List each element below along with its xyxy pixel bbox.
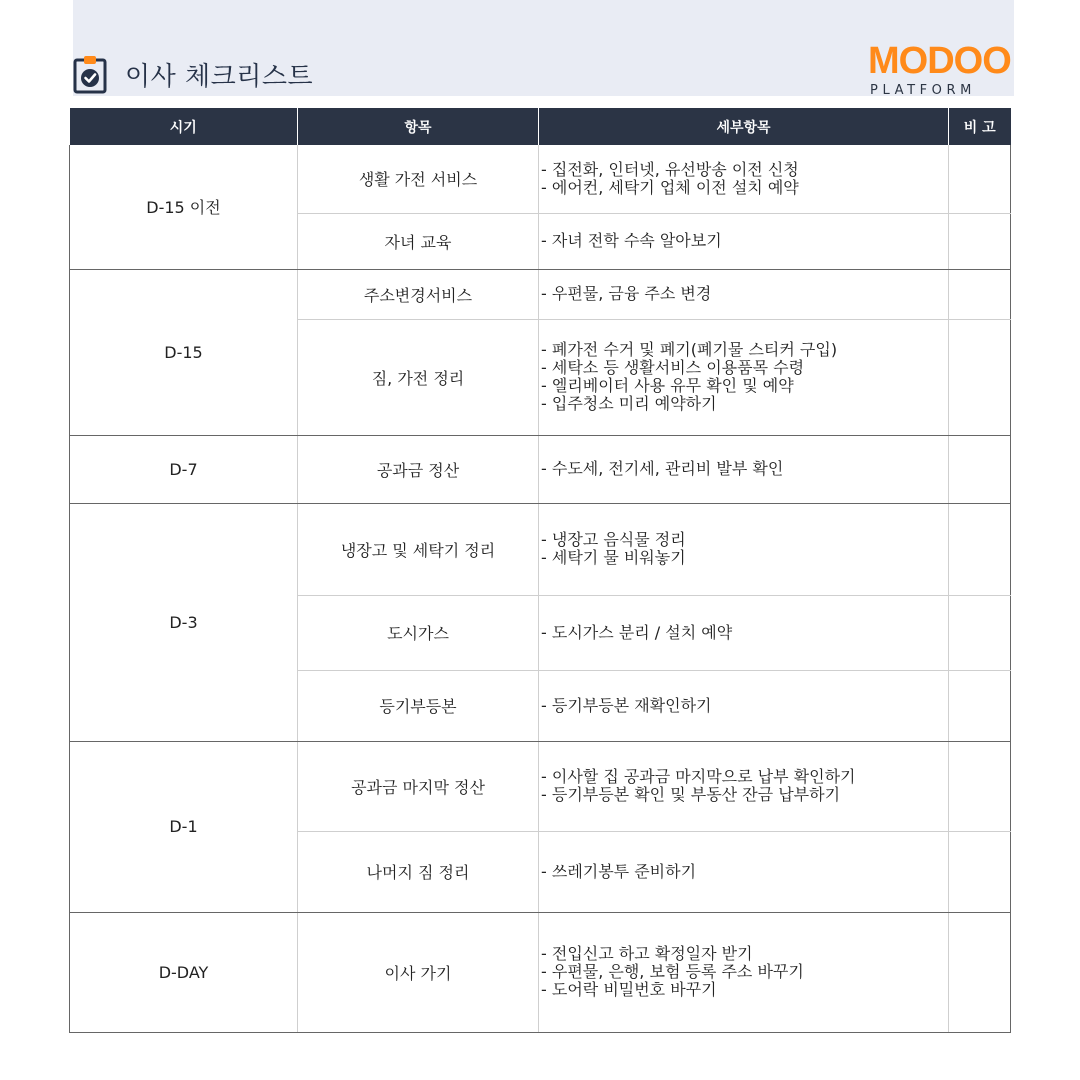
detail-cell — [539, 595, 949, 670]
detail-cell — [539, 670, 949, 741]
note-cell — [949, 912, 1011, 1032]
detail-line: - 도어락 비밀번호 바꾸기 — [541, 980, 717, 999]
table-row — [70, 741, 1011, 831]
item-cell: 냉장고 및 세탁기 정리 — [298, 503, 539, 595]
detail-line: - 집전화, 인터넷, 유선방송 이전 신청 — [541, 159, 799, 179]
note-cell — [949, 670, 1011, 741]
detail-line: - 폐가전 수거 및 폐기(폐기물 스티커 구입) — [541, 340, 838, 359]
detail-line: - 등기부등본 확인 및 부동산 잔금 납부하기 — [541, 785, 841, 804]
note-cell — [949, 741, 1011, 831]
item-cell: 나머지 짐 정리 — [298, 831, 539, 912]
detail-line: - 냉장고 음식물 정리 — [541, 530, 686, 549]
detail-line: - 엘리베이터 사용 유무 확인 및 예약 — [541, 376, 794, 395]
detail-cell — [539, 269, 949, 319]
logo-subtitle: PLATFORM — [870, 83, 976, 98]
period-cell: D-DAY — [70, 912, 298, 1032]
note-cell — [949, 595, 1011, 670]
table-row — [70, 269, 1011, 319]
table-row — [70, 912, 1011, 1032]
note-cell — [949, 145, 1011, 213]
column-header-item: 항목 — [298, 108, 539, 145]
page-title: 이사 체크리스트 — [125, 61, 314, 92]
item-cell: 자녀 교육 — [298, 213, 539, 269]
detail-cell — [539, 319, 949, 435]
clipboard-check-icon — [73, 54, 107, 94]
modoo-platform-logo — [868, 42, 1014, 98]
moving-checklist-table — [69, 108, 1011, 1033]
detail-cell — [539, 831, 949, 912]
column-header-detail: 세부항목 — [539, 108, 949, 145]
detail-cell — [539, 912, 949, 1032]
detail-line: - 세탁소 등 생활서비스 이용품목 수령 — [541, 358, 805, 377]
detail-cell — [539, 435, 949, 503]
note-cell — [949, 213, 1011, 269]
item-cell: 공과금 정산 — [298, 435, 539, 503]
item-cell: 생활 가전 서비스 — [298, 145, 539, 213]
note-cell — [949, 831, 1011, 912]
period-cell: D-15 — [70, 269, 298, 435]
item-cell: 짐, 가전 정리 — [298, 319, 539, 435]
detail-line: - 도시가스 분리 / 설치 예약 — [541, 622, 733, 642]
note-cell — [949, 435, 1011, 503]
detail-cell — [539, 741, 949, 831]
table-row — [70, 435, 1011, 503]
detail-line: - 쓰레기봉투 준비하기 — [541, 861, 697, 881]
item-cell: 공과금 마지막 정산 — [298, 741, 539, 831]
table-row — [70, 503, 1011, 595]
detail-line: - 등기부등본 재확인하기 — [541, 695, 712, 715]
modoo-logo-mark — [868, 42, 1014, 78]
logo-text: MODOO — [868, 42, 1011, 78]
item-cell: 이사 가기 — [298, 912, 539, 1032]
column-header-period: 시기 — [70, 108, 298, 145]
detail-line: - 입주청소 미리 예약하기 — [541, 394, 717, 413]
page-header — [73, 52, 313, 96]
detail-line: - 에어컨, 세탁기 업체 이전 설치 예약 — [541, 177, 799, 197]
item-cell: 등기부등본 — [298, 670, 539, 741]
table-row — [70, 145, 1011, 213]
period-cell: D-15 이전 — [70, 145, 298, 269]
period-cell: D-7 — [70, 435, 298, 503]
detail-line: - 이사할 집 공과금 마지막으로 납부 확인하기 — [541, 767, 856, 786]
note-cell — [949, 319, 1011, 435]
table-header-row — [70, 108, 1011, 145]
detail-cell — [539, 145, 949, 213]
note-cell — [949, 269, 1011, 319]
detail-line: - 우편물, 금융 주소 변경 — [541, 284, 712, 303]
period-cell: D-3 — [70, 503, 298, 741]
detail-cell — [539, 503, 949, 595]
detail-line: - 전입신고 하고 확정일자 받기 — [541, 944, 753, 963]
column-header-note: 비 고 — [949, 108, 1011, 145]
detail-line: - 우편물, 은행, 보험 등록 주소 바꾸기 — [541, 962, 804, 981]
item-cell: 도시가스 — [298, 595, 539, 670]
note-cell — [949, 503, 1011, 595]
detail-line: - 세탁기 물 비워놓기 — [541, 548, 686, 567]
item-cell: 주소변경서비스 — [298, 269, 539, 319]
period-cell: D-1 — [70, 741, 298, 912]
detail-line: - 수도세, 전기세, 관리비 발부 확인 — [541, 459, 784, 478]
detail-cell — [539, 213, 949, 269]
detail-line: - 자녀 전학 수속 알아보기 — [541, 231, 722, 250]
